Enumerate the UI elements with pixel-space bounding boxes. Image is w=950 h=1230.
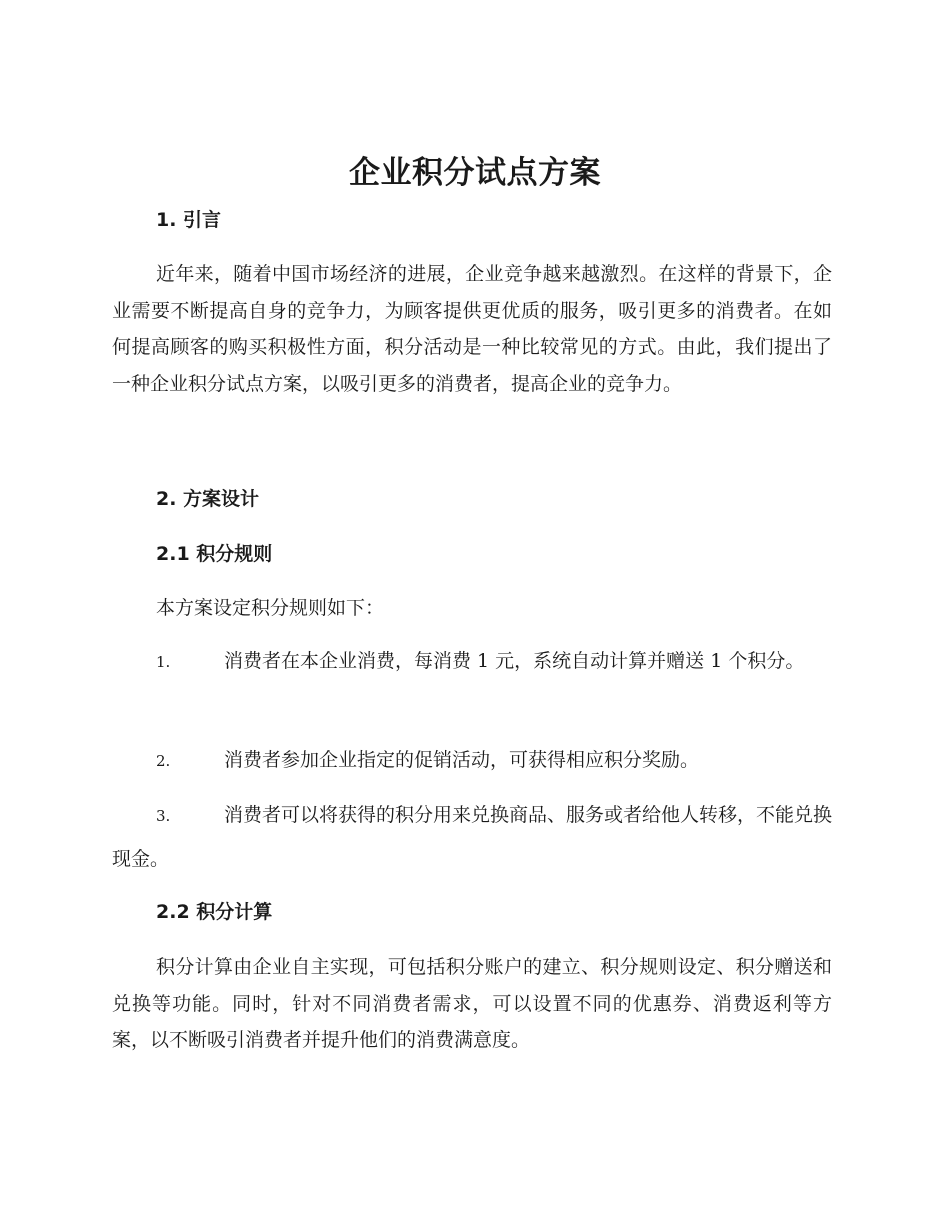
list-item	[112, 794, 832, 881]
list-item-text: 消费者参加企业指定的促销活动，可获得相应积分奖励。	[224, 749, 700, 771]
list-item-text: 消费者可以将获得的积分用来兑换商品、服务或者给他人转移，不能兑换现金。	[112, 804, 833, 870]
list-item-number: 3.	[156, 807, 171, 825]
points-rules-intro: 本方案设定积分规则如下：	[156, 597, 385, 619]
subsection-heading-points-calculation: 2.2 积分计算	[156, 901, 273, 923]
list-item-text: 消费者在本企业消费，每消费 1 元，系统自动计算并赠送 1 个积分。	[224, 650, 805, 672]
list-item-number: 2.	[156, 752, 171, 770]
list-item	[112, 640, 832, 684]
section-heading-introduction: 1. 引言	[156, 209, 222, 231]
list-item-number: 1.	[156, 653, 171, 671]
section-heading-plan-design: 2. 方案设计	[156, 488, 260, 510]
subsection-heading-points-rules: 2.1 积分规则	[156, 543, 273, 565]
document-title: 企业积分试点方案	[349, 155, 601, 191]
list-item	[112, 739, 832, 783]
introduction-paragraph: 近年来，随着中国市场经济的进展，企业竞争越来越激烈。在这样的背景下，企业需要不断提高自身的竞争力，为顾客提供更优质的服务，吸引更多的消费者。在如何提高顾客的购买积极性方面，积分活动是一种比较常见的方式。由此，我们提出了一种企业积分试点方案，以吸引更多的消费者，提高企业的竞争力。	[112, 263, 832, 395]
points-calculation-paragraph: 积分计算由企业自主实现，可包括积分账户的建立、积分规则设定、积分赠送和兑换等功能。同时，针对不同消费者需求，可以设置不同的优惠券、消费返利等方案，以不断吸引消费者并提升他们的消费满意度。	[112, 956, 832, 1051]
